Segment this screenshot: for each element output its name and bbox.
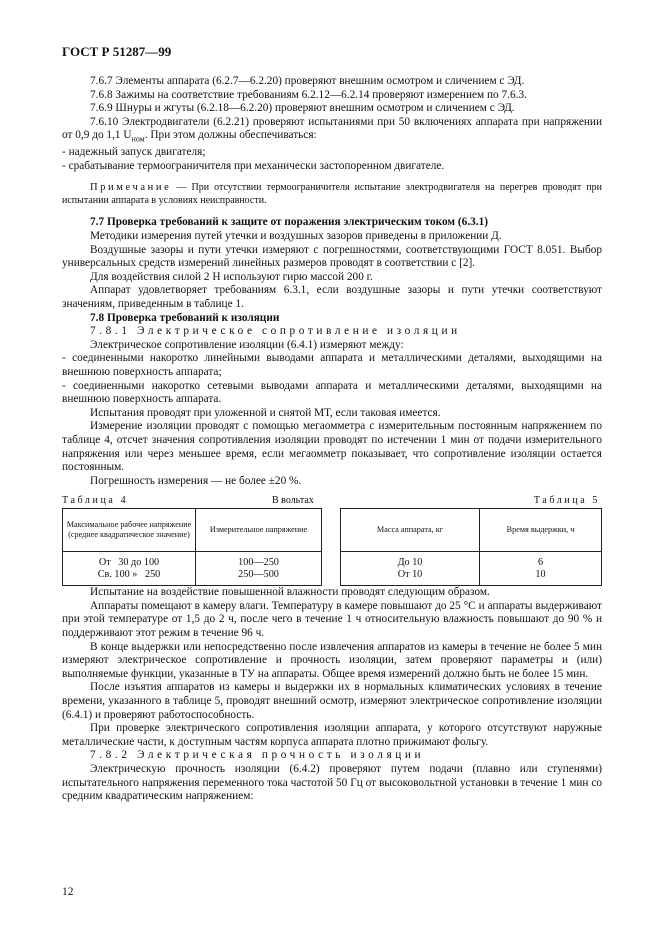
humidity-para-5: При проверке электрического сопротивления изоляции аппарата, у которого отсутствуют наружные металлические части, к доступным частям корпуса аппарата плотно прижимают фольгу. bbox=[62, 722, 602, 748]
table-5 bbox=[340, 508, 602, 586]
para-7-7-a: Методики измерения путей утечки и воздушных зазоров приведены в приложении Д. bbox=[90, 230, 502, 242]
note-text: — При отсутствии термоограничителя испытание электродвигателя на перегрев проводят при испытании аппарата в условиях неисправности. bbox=[62, 182, 602, 206]
table-5-col-1 bbox=[341, 552, 480, 586]
clause-7-6-10-subscript: ном bbox=[131, 134, 145, 144]
para-7-8-1-f: Погрешность измерения — не более ±20 %. bbox=[90, 474, 302, 487]
table-4-col-1 bbox=[63, 552, 196, 586]
table-4-cell: От 30 до 100 bbox=[98, 557, 160, 569]
para-7-8-2: Электрическую прочность изоляции (6.4.2) проверяют путем подачи (плавно или ступенями) испытательного напряжения переменного тока частотой 50 Гц от высоковольтной установки в течение 1 мин со средним квадратическим напряжением: bbox=[62, 763, 602, 803]
clause-7-6-10 bbox=[62, 116, 602, 146]
page-content bbox=[62, 75, 602, 804]
document-header: ГОСТ Р 51287—99 bbox=[62, 44, 172, 59]
note-label: Примечание bbox=[90, 182, 172, 194]
table-4-header-1: Максимальное рабочее напряжение (среднее квадратическое значение) bbox=[63, 509, 196, 552]
table-4-col-2 bbox=[196, 552, 322, 586]
table-5-cell: 6 bbox=[537, 557, 544, 569]
para-7-7-c: Для воздействия силой 2 Н используют гирю массой 200 г. bbox=[90, 270, 373, 283]
table-5-header-1: Масса аппарата, кг bbox=[341, 509, 480, 552]
table-5-caption: Таблица 5 bbox=[533, 495, 600, 507]
clause-7-6-8: 7.6.8 Зажимы на соответствие требованиям 6.2.12—6.2.14 проверяют измерением по 7.6.3. bbox=[90, 88, 527, 101]
para-7-8-1-d: Испытания проводят при уложенной и снятой МТ, если таковая имеется. bbox=[90, 406, 441, 419]
heading-7-8-2: 7.8.2 Электрическая прочность изоляции bbox=[90, 749, 425, 762]
humidity-para-3: В конце выдержки или непосредственно после извлечения аппаратов из камеры в течение не более 5 мин измеряют электрическое сопротивление и прочность изоляции, затем проверяют параметры и (или) выполняемые функции, указанные в ТУ на аппараты. Общее время измерений должно быть не более 15 мин. bbox=[62, 640, 602, 680]
para-7-8-1-c: - соединенными накоротко сетевыми выводами аппарата и металлическими деталями, выходящими на внешнюю поверхность аппарата. bbox=[62, 379, 602, 406]
table-4-cell: 100—250 bbox=[238, 557, 279, 569]
table-5-cell: 10 bbox=[535, 568, 546, 580]
para-7-8-1-a: Электрическое сопротивление изоляции (6.4.1) измеряют между: bbox=[90, 338, 404, 351]
para-7-7-d: Аппарат удовлетворяет требованиям 6.3.1, если воздушные зазоры и пути утечки соответствуют значениям, приведенным в таблице 1. bbox=[62, 284, 602, 310]
tables-block bbox=[62, 494, 602, 586]
bullet-start: - надежный запуск двигателя; bbox=[62, 146, 206, 159]
clause-7-6-10-text: 7.6.10 Электродвигатели (6.2.21) проверяют испытаниями при 50 включениях аппарата при напряжении от 0,9 до 1,1 U bbox=[62, 115, 602, 142]
table-5-cell: От 10 bbox=[397, 568, 423, 580]
table-4-cell: Св. 100 » 250 bbox=[97, 568, 161, 580]
heading-7-7: 7.7 Проверка требований к защите от поражения электрическим током (6.3.1) bbox=[90, 216, 489, 229]
table-4-cell: 250—500 bbox=[238, 568, 279, 580]
table-4 bbox=[62, 508, 322, 586]
bullet-thermal: - срабатывание термоограничителя при механически застопоренном двигателе. bbox=[62, 159, 445, 172]
heading-7-8: 7.8 Проверка требований к изоляции bbox=[90, 311, 280, 324]
clause-7-6-7: 7.6.7 Элементы аппарата (6.2.7—6.2.20) проверяют внешним осмотром и сличением с ЭД. bbox=[90, 75, 525, 87]
humidity-para-1: Испытание на воздействие повышенной влажности проводят следующим образом. bbox=[90, 586, 490, 599]
table-5-col-2 bbox=[480, 552, 602, 586]
table-5-header-2: Время выдержки, ч bbox=[480, 509, 602, 552]
clause-7-6-10-tail: . При этом должны обеспечиваться: bbox=[144, 129, 317, 142]
humidity-para-2: Аппараты помещают в камеру влаги. Температуру в камере повышают до 25 °С и аппараты выдерживают при этой температуре от 1,5 до 2 ч, после чего в течение 1 ч относительную влажность повышают до 90 % и поддерживают этот режим в течение 96 ч. bbox=[62, 599, 602, 640]
table-4-header-2: Измерительное напряжение bbox=[196, 509, 322, 552]
note bbox=[62, 182, 602, 207]
clause-7-6-9: 7.6.9 Шнуры и жгуты (6.2.18—6.2.20) проверяют внешним осмотром и сличением с ЭД. bbox=[90, 102, 515, 115]
para-7-8-1-b: - соединенными накоротко линейными выводами аппарата и металлическими деталями, выходящими на внешнюю поверхность аппарата; bbox=[62, 352, 602, 378]
heading-7-8-1: 7.8.1 Электрическое сопротивление изоляции bbox=[90, 325, 461, 338]
para-7-7-b: Воздушные зазоры и пути утечки измеряют с погрешностями, соответствующими ГОСТ 8.051. Выбор универсальных средств измерений линейных размеров проводят в соответствии с [2]. bbox=[62, 243, 602, 270]
page-number: 12 bbox=[62, 886, 74, 898]
table-4-units: В вольтах bbox=[272, 495, 314, 507]
table-5-cell: До 10 bbox=[397, 557, 423, 569]
para-7-8-1-e: Измерение изоляции проводят с помощью мегаомметра с измерительным постоянным напряжением по таблице 4, отсчет значения сопротивления изоляции проводят по истечении 1 мин от подачи измерительного напряжения или через меньшее время, если мегаомметр показывает, что сопротивление изоляции остается постоянным. bbox=[62, 420, 602, 474]
table-4-caption: Таблица 4 bbox=[62, 495, 129, 507]
humidity-para-4: После изъятия аппаратов из камеры и выдержки их в нормальных климатических условиях в течение времени, указанного в таблице 5, проводят внешний осмотр, измеряют электрическое сопротивление изоляции (6.4.1) и проверяют работоспособность. bbox=[62, 681, 602, 721]
